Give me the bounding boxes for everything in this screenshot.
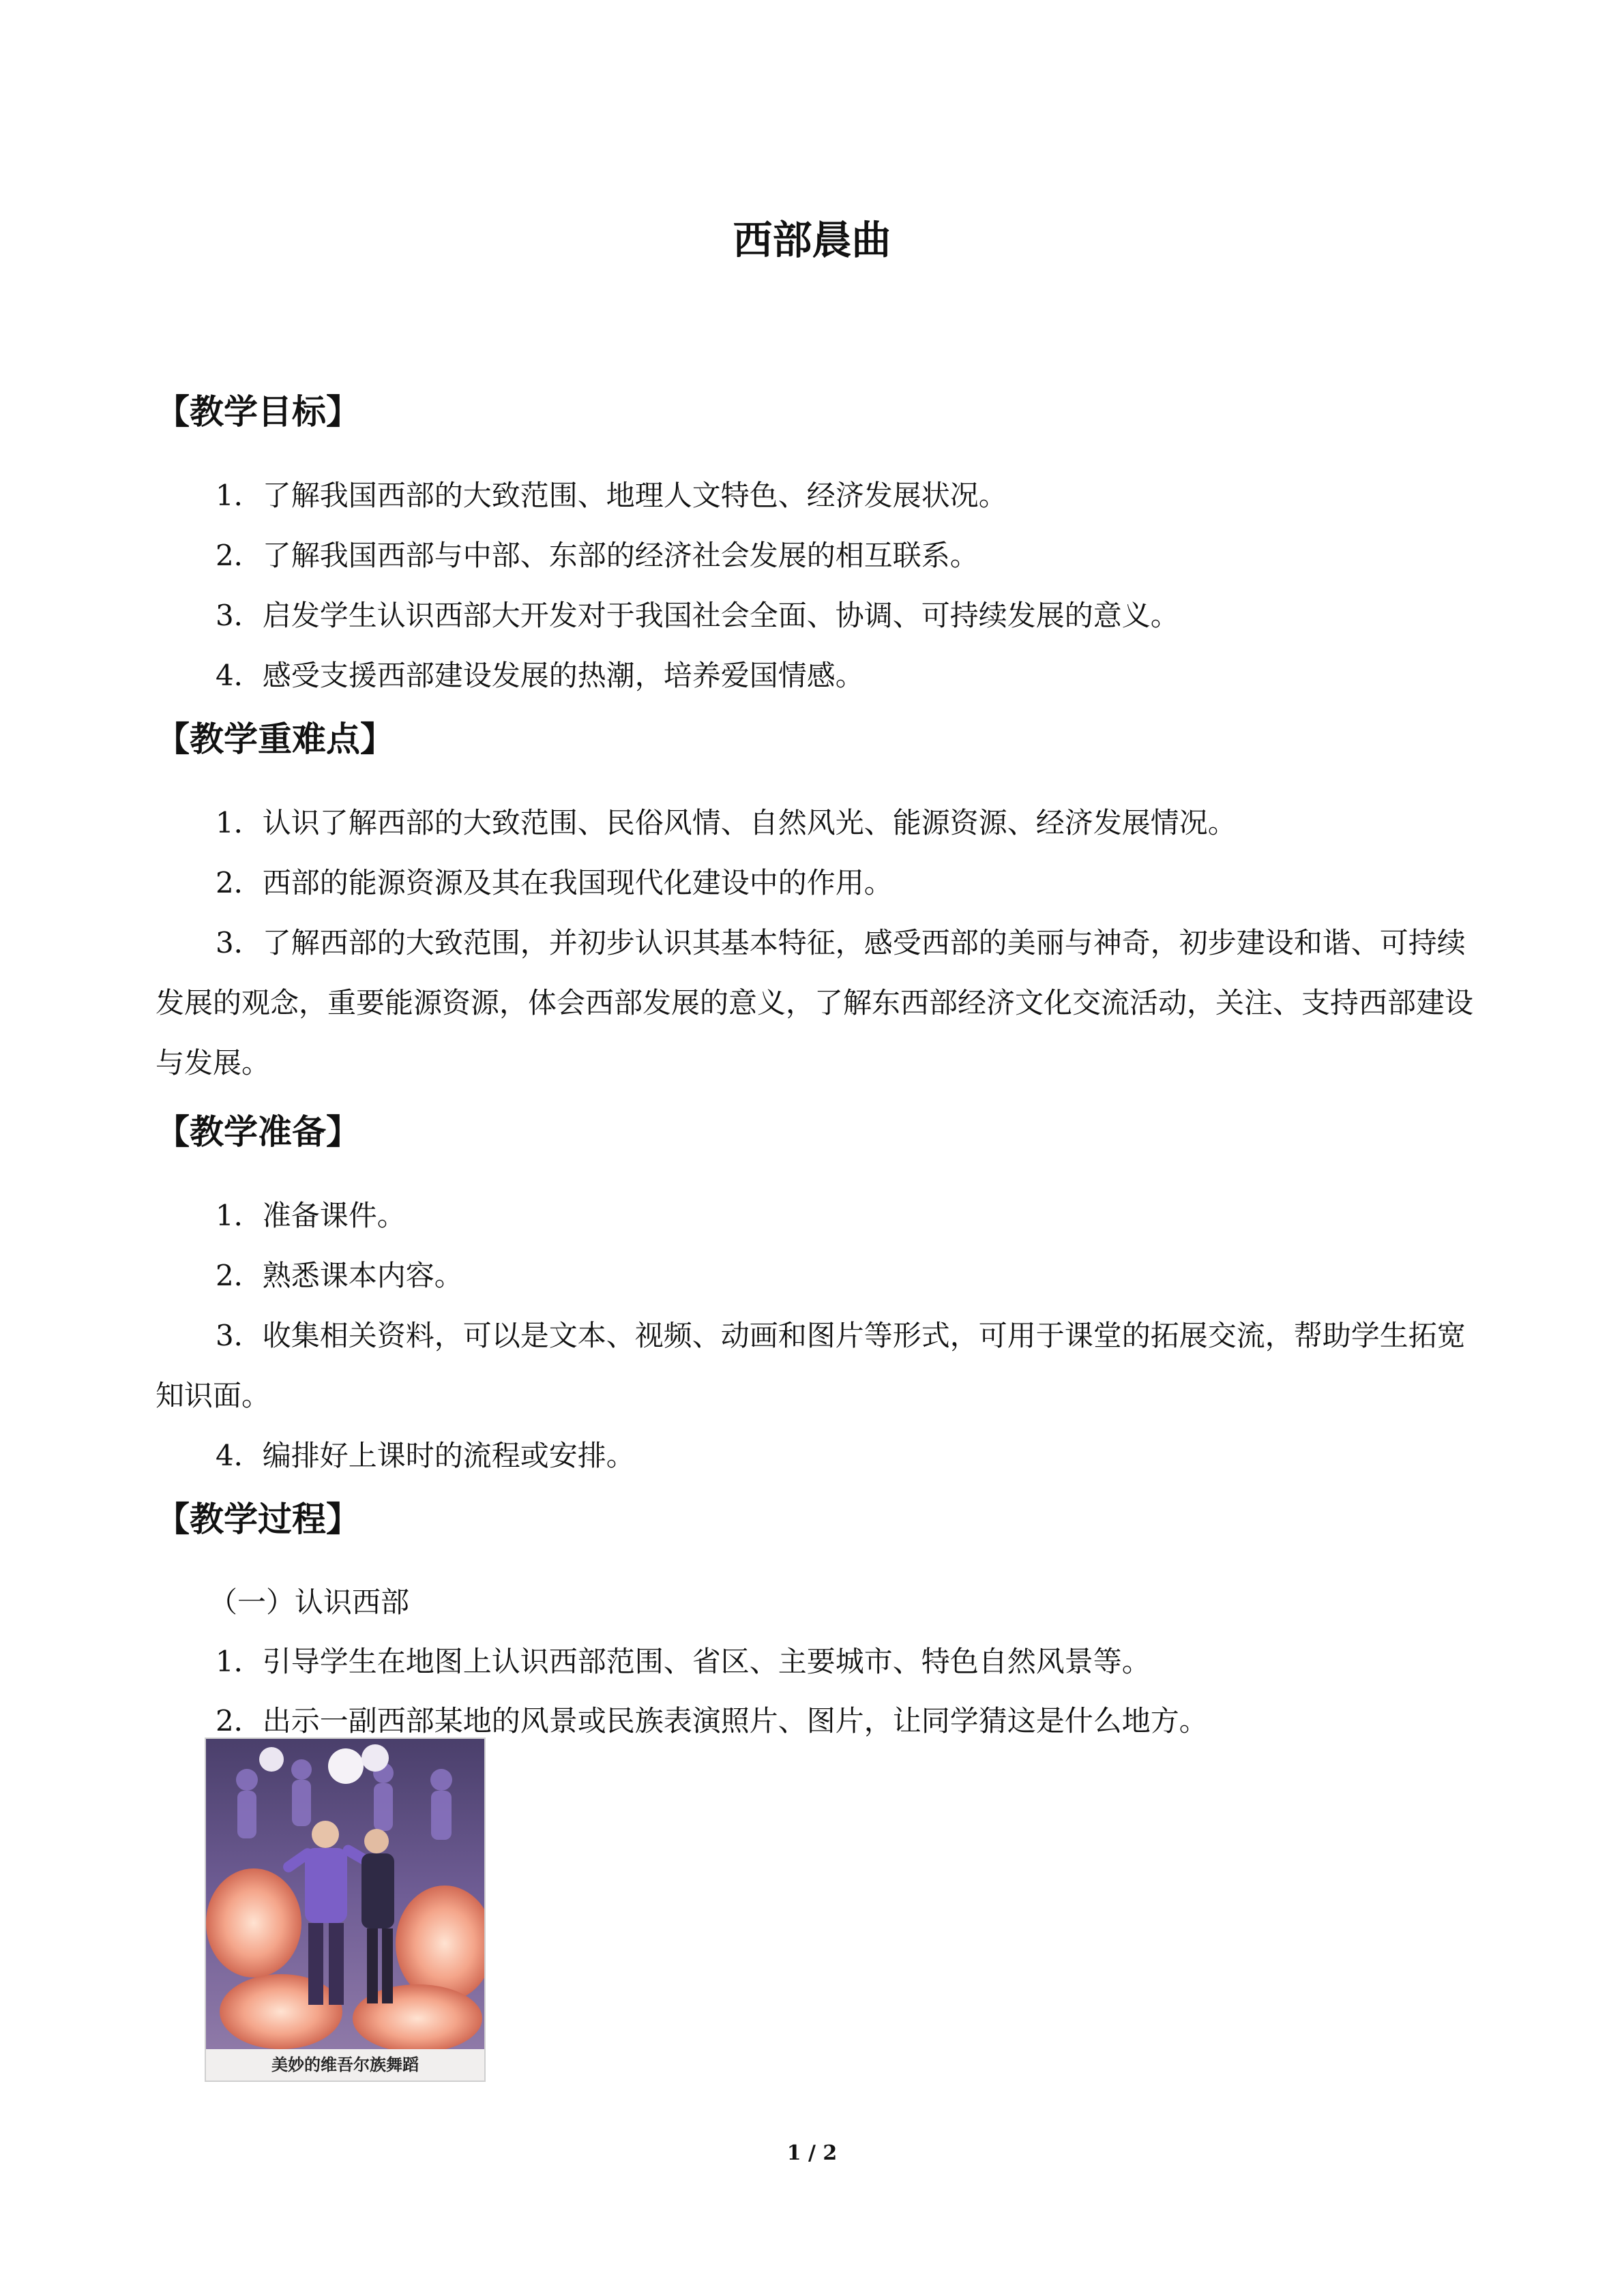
section-heading-process: 【教学过程】 [156,1500,360,1539]
section-heading-preparation: 【教学准备】 [156,1112,360,1152]
dance-photo-image [206,1739,486,2053]
paragraph: 1．引导学生在地图上认识西部范围、省区、主要城市、特色自然风景等。 [216,1645,1151,1678]
paragraph: 4．编排好上课时的流程或安排。 [216,1439,635,1472]
paragraph: 2．了解我国西部与中部、东部的经济社会发展的相互联系。 [216,539,979,572]
page-number: 1 / 2 [786,2141,838,2165]
dance-photo [205,1738,486,2082]
paragraph: 4．感受支援西部建设发展的热潮，培养爱国情感。 [216,659,864,692]
paragraph: 1．了解我国西部的大致范围、地理人文特色、经济发展状况。 [216,479,1007,512]
paragraph: 2．出示一副西部某地的风景或民族表演照片、图片，让同学猜这是什么地方。 [216,1704,1208,1738]
paragraph: 1．认识了解西部的大致范围、民俗风情、自然风光、能源资源、经济发展情况。 [216,806,1237,839]
subheading: （一）认识西部 [209,1585,410,1619]
document-title: 西部晨曲 [733,217,891,263]
paragraph: 3．启发学生认识西部大开发对于我国社会全面、协调、可持续发展的意义。 [216,599,1179,632]
paragraph: 2．熟悉课本内容。 [216,1259,463,1292]
paragraph: 3．收集相关资料，可以是文本、视频、动画和图片等形式，可用于课堂的拓展交流，帮助学生拓宽知识面。 [156,1319,1466,1412]
section-heading-key-points: 【教学重难点】 [156,719,394,759]
paragraph: 1．准备课件。 [216,1199,406,1232]
section-heading-goals: 【教学目标】 [156,392,360,432]
photo-caption: 美妙的维吾尔族舞蹈 [206,2049,484,2081]
paragraph: 2．西部的能源资源及其在我国现代化建设中的作用。 [216,866,893,899]
paragraph: 3．了解西部的大致范围，并初步认识其基本特征，感受西部的美丽与神奇，初步建设和谐、可持续发展的观念，重要能源资源，体会西部发展的意义，了解东西部经济文化交流活动，关注、支持西部建设与发展。 [156,926,1474,1079]
